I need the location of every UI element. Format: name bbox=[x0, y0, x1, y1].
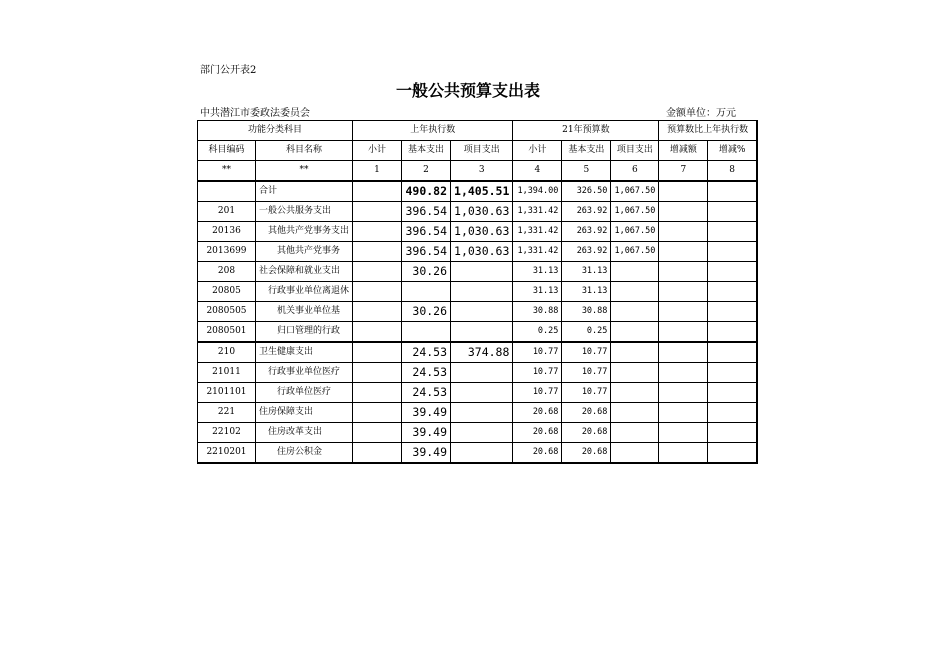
column-index: 5 bbox=[562, 161, 611, 182]
change-amount bbox=[659, 342, 708, 363]
subject-code: 2013699 bbox=[198, 242, 256, 262]
subject-name: 合计 bbox=[256, 181, 353, 202]
change-amount bbox=[659, 302, 708, 322]
subject-code bbox=[198, 181, 256, 202]
subject-code: 2210201 bbox=[198, 443, 256, 464]
budget-amount bbox=[611, 302, 659, 322]
last-year-subtotal bbox=[353, 363, 402, 383]
budget-amount: 20.68 bbox=[562, 403, 611, 423]
budget-amount: 1,331.42 bbox=[513, 222, 562, 242]
table-row bbox=[198, 302, 757, 322]
last-year-amount bbox=[451, 363, 513, 383]
column-index: 7 bbox=[659, 161, 708, 182]
last-year-amount bbox=[402, 322, 451, 343]
subject-name: 行政事业单位离退休 bbox=[256, 282, 353, 302]
organization-name: 中共潜江市委政法委员会 bbox=[200, 108, 310, 119]
budget-amount: 31.13 bbox=[513, 282, 562, 302]
budget-amount: 20.68 bbox=[513, 443, 562, 464]
table-row bbox=[198, 443, 757, 464]
change-amount bbox=[659, 403, 708, 423]
budget-amount: 1,394.00 bbox=[513, 181, 562, 202]
budget-amount bbox=[611, 262, 659, 282]
budget-amount: 10.77 bbox=[513, 342, 562, 363]
subject-name: 归口管理的行政 bbox=[256, 322, 353, 343]
change-amount bbox=[659, 423, 708, 443]
column-header: 基本支出 bbox=[562, 141, 611, 161]
change-amount bbox=[708, 342, 757, 363]
budget-amount bbox=[611, 342, 659, 363]
budget-amount: 1,331.42 bbox=[513, 202, 562, 222]
budget-amount bbox=[611, 363, 659, 383]
column-index: 1 bbox=[353, 161, 402, 182]
change-amount bbox=[659, 242, 708, 262]
column-header-row bbox=[198, 141, 757, 161]
table-row bbox=[198, 423, 757, 443]
subject-name: 行政单位医疗 bbox=[256, 383, 353, 403]
column-header: 小计 bbox=[513, 141, 562, 161]
last-year-amount: 39.49 bbox=[402, 403, 451, 423]
change-amount bbox=[708, 181, 757, 202]
budget-amount: 10.77 bbox=[562, 342, 611, 363]
budget-amount: 263.92 bbox=[562, 242, 611, 262]
last-year-subtotal bbox=[353, 443, 402, 464]
budget-amount bbox=[611, 423, 659, 443]
table-row bbox=[198, 262, 757, 282]
subject-code: 210 bbox=[198, 342, 256, 363]
subject-code: 208 bbox=[198, 262, 256, 282]
table-row bbox=[198, 363, 757, 383]
column-index: 6 bbox=[611, 161, 659, 182]
last-year-amount bbox=[451, 383, 513, 403]
change-amount bbox=[708, 383, 757, 403]
change-amount bbox=[659, 383, 708, 403]
column-index: 8 bbox=[708, 161, 757, 182]
change-amount bbox=[708, 222, 757, 242]
column-index: 2 bbox=[402, 161, 451, 182]
column-index-row bbox=[198, 161, 757, 182]
budget-amount: 30.88 bbox=[562, 302, 611, 322]
last-year-amount: 396.54 bbox=[402, 242, 451, 262]
budget-amount bbox=[611, 443, 659, 464]
last-year-amount bbox=[451, 423, 513, 443]
subject-name: 卫生健康支出 bbox=[256, 342, 353, 363]
column-header: 小计 bbox=[353, 141, 402, 161]
table-row bbox=[198, 202, 757, 222]
last-year-amount bbox=[451, 302, 513, 322]
table-row bbox=[198, 322, 757, 343]
change-amount bbox=[708, 403, 757, 423]
last-year-subtotal bbox=[353, 181, 402, 202]
last-year-subtotal bbox=[353, 383, 402, 403]
budget-amount: 20.68 bbox=[562, 443, 611, 464]
budget-amount: 263.92 bbox=[562, 202, 611, 222]
last-year-subtotal bbox=[353, 302, 402, 322]
subject-code: 221 bbox=[198, 403, 256, 423]
column-header: 科目编码 bbox=[198, 141, 256, 161]
column-header: 科目名称 bbox=[256, 141, 353, 161]
last-year-amount bbox=[402, 282, 451, 302]
column-index: 4 bbox=[513, 161, 562, 182]
subject-name: 一般公共服务支出 bbox=[256, 202, 353, 222]
table-row bbox=[198, 342, 757, 363]
subject-code: 2080501 bbox=[198, 322, 256, 343]
subject-name: 社会保障和就业支出 bbox=[256, 262, 353, 282]
subject-code: 2080505 bbox=[198, 302, 256, 322]
last-year-subtotal bbox=[353, 423, 402, 443]
last-year-amount bbox=[451, 403, 513, 423]
change-amount bbox=[708, 423, 757, 443]
last-year-amount: 39.49 bbox=[402, 423, 451, 443]
column-header: 增减额 bbox=[659, 141, 708, 161]
last-year-amount: 490.82 bbox=[402, 181, 451, 202]
budget-amount bbox=[611, 403, 659, 423]
last-year-subtotal bbox=[353, 242, 402, 262]
page-title: 一般公共预算支出表 bbox=[395, 81, 540, 100]
subject-name: 住房改革支出 bbox=[256, 423, 353, 443]
last-year-amount: 1,030.63 bbox=[451, 222, 513, 242]
change-amount bbox=[659, 181, 708, 202]
last-year-amount bbox=[451, 322, 513, 343]
budget-amount bbox=[611, 383, 659, 403]
column-header: 基本支出 bbox=[402, 141, 451, 161]
budget-amount: 0.25 bbox=[562, 322, 611, 343]
budget-amount: 31.13 bbox=[562, 282, 611, 302]
last-year-amount: 24.53 bbox=[402, 363, 451, 383]
last-year-amount: 30.26 bbox=[402, 262, 451, 282]
budget-amount: 1,067.50 bbox=[611, 242, 659, 262]
last-year-amount bbox=[451, 443, 513, 464]
table-row bbox=[198, 242, 757, 262]
change-amount bbox=[708, 262, 757, 282]
subject-name: 住房公积金 bbox=[256, 443, 353, 464]
total-row bbox=[198, 181, 757, 202]
budget-amount: 10.77 bbox=[562, 383, 611, 403]
last-year-amount bbox=[451, 262, 513, 282]
column-index: ** bbox=[198, 161, 256, 182]
budget-amount: 1,067.50 bbox=[611, 181, 659, 202]
subject-name: 其他共产党事务 bbox=[256, 242, 353, 262]
last-year-subtotal bbox=[353, 262, 402, 282]
budget-amount bbox=[611, 322, 659, 343]
budget-amount: 0.25 bbox=[513, 322, 562, 343]
last-year-amount: 24.53 bbox=[402, 342, 451, 363]
amount-unit: 金额单位：万元 bbox=[666, 108, 736, 119]
budget-table bbox=[197, 120, 758, 464]
last-year-amount: 396.54 bbox=[402, 202, 451, 222]
budget-amount: 10.77 bbox=[513, 363, 562, 383]
change-amount bbox=[708, 202, 757, 222]
budget-amount: 10.77 bbox=[513, 383, 562, 403]
change-amount bbox=[659, 222, 708, 242]
last-year-subtotal bbox=[353, 222, 402, 242]
change-amount bbox=[659, 262, 708, 282]
change-amount bbox=[659, 363, 708, 383]
table-row bbox=[198, 282, 757, 302]
last-year-amount: 1,030.63 bbox=[451, 202, 513, 222]
table-row bbox=[198, 222, 757, 242]
budget-amount: 1,067.50 bbox=[611, 222, 659, 242]
last-year-amount: 30.26 bbox=[402, 302, 451, 322]
subject-code: 22102 bbox=[198, 423, 256, 443]
subject-name: 其他共产党事务支出 bbox=[256, 222, 353, 242]
budget-amount: 20.68 bbox=[513, 403, 562, 423]
subject-name: 行政事业单位医疗 bbox=[256, 363, 353, 383]
budget-amount: 20.68 bbox=[562, 423, 611, 443]
budget-amount: 1,067.50 bbox=[611, 202, 659, 222]
subject-code: 2101101 bbox=[198, 383, 256, 403]
table-row bbox=[198, 403, 757, 423]
last-year-amount: 24.53 bbox=[402, 383, 451, 403]
budget-amount: 31.13 bbox=[513, 262, 562, 282]
last-year-amount: 39.49 bbox=[402, 443, 451, 464]
budget-amount: 30.88 bbox=[513, 302, 562, 322]
last-year-amount bbox=[451, 282, 513, 302]
change-amount bbox=[708, 443, 757, 464]
last-year-amount: 374.88 bbox=[451, 342, 513, 363]
budget-amount bbox=[611, 282, 659, 302]
last-year-amount: 396.54 bbox=[402, 222, 451, 242]
column-header: 项目支出 bbox=[451, 141, 513, 161]
last-year-amount: 1,030.63 bbox=[451, 242, 513, 262]
column-index: 3 bbox=[451, 161, 513, 182]
budget-amount: 31.13 bbox=[562, 262, 611, 282]
subject-code: 20136 bbox=[198, 222, 256, 242]
header-group-change: 预算数比上年执行数 bbox=[659, 121, 757, 141]
last-year-subtotal bbox=[353, 282, 402, 302]
subject-code: 201 bbox=[198, 202, 256, 222]
subject-name: 住房保障支出 bbox=[256, 403, 353, 423]
last-year-subtotal bbox=[353, 202, 402, 222]
change-amount bbox=[708, 242, 757, 262]
change-amount bbox=[708, 282, 757, 302]
form-code: 部门公开表2 bbox=[200, 65, 257, 76]
change-amount bbox=[708, 322, 757, 343]
table-row bbox=[198, 383, 757, 403]
header-group-function: 功能分类科目 bbox=[198, 121, 353, 141]
budget-amount: 263.92 bbox=[562, 222, 611, 242]
column-index: ** bbox=[256, 161, 353, 182]
header-group-last-year: 上年执行数 bbox=[353, 121, 513, 141]
subject-code: 21011 bbox=[198, 363, 256, 383]
change-amount bbox=[708, 302, 757, 322]
budget-amount: 1,331.42 bbox=[513, 242, 562, 262]
last-year-amount: 1,405.51 bbox=[451, 181, 513, 202]
column-header: 增减% bbox=[708, 141, 757, 161]
subject-code: 20805 bbox=[198, 282, 256, 302]
last-year-subtotal bbox=[353, 403, 402, 423]
subject-name: 机关事业单位基 bbox=[256, 302, 353, 322]
column-header: 项目支出 bbox=[611, 141, 659, 161]
header-group-budget: 21年预算数 bbox=[513, 121, 659, 141]
change-amount bbox=[659, 322, 708, 343]
last-year-subtotal bbox=[353, 322, 402, 343]
budget-amount: 10.77 bbox=[562, 363, 611, 383]
header-group-row bbox=[198, 121, 757, 141]
change-amount bbox=[659, 282, 708, 302]
budget-amount: 20.68 bbox=[513, 423, 562, 443]
change-amount bbox=[659, 202, 708, 222]
change-amount bbox=[659, 443, 708, 464]
change-amount bbox=[708, 363, 757, 383]
last-year-subtotal bbox=[353, 342, 402, 363]
budget-amount: 326.50 bbox=[562, 181, 611, 202]
